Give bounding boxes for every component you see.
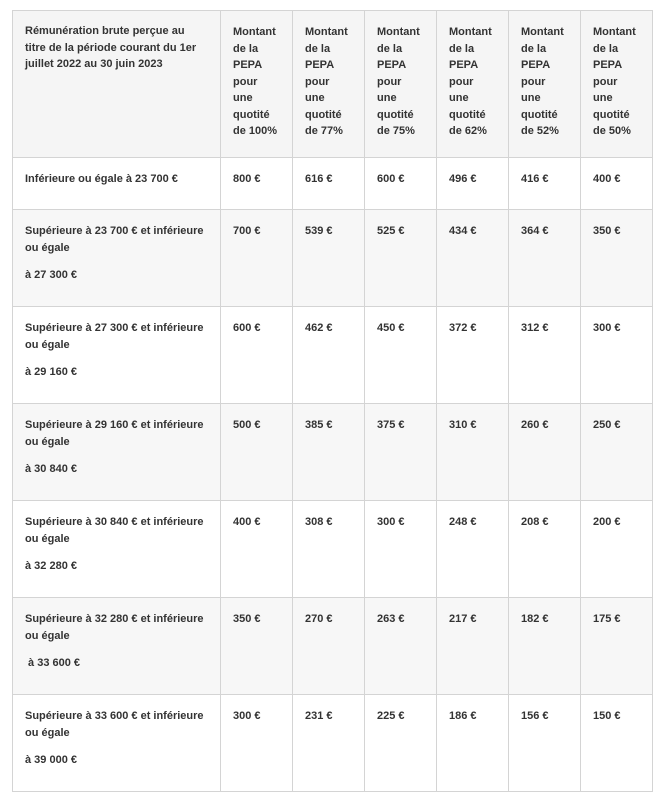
salary-bracket-cell bbox=[13, 307, 221, 404]
amount-cell: 400 € bbox=[221, 501, 293, 598]
salary-bracket-cell bbox=[13, 210, 221, 307]
amount-cell: 200 € bbox=[581, 501, 653, 598]
bracket-text: ou égale bbox=[25, 338, 70, 351]
amount-cell: 263 € bbox=[365, 598, 437, 695]
bracket-text: ou égale bbox=[25, 241, 70, 254]
bracket-upper-bound: à 27 300 € bbox=[25, 269, 77, 281]
salary-bracket-cell bbox=[13, 695, 221, 792]
amount-cell: 217 € bbox=[437, 598, 509, 695]
table-row bbox=[13, 210, 653, 307]
table-row bbox=[13, 598, 653, 695]
amount-cell: 450 € bbox=[365, 307, 437, 404]
header-quotite-77: Montant de la PEPA pour une quotité de 77% bbox=[293, 11, 365, 158]
table-row bbox=[13, 501, 653, 598]
bracket-upper-bound: à 39 000 € bbox=[25, 754, 77, 766]
bracket-text: Supérieure à 29 160 € et inférieure bbox=[25, 419, 204, 431]
bracket-upper-bound: à 33 600 € bbox=[25, 657, 81, 669]
amount-cell: 416 € bbox=[509, 158, 581, 210]
amount-cell: 462 € bbox=[293, 307, 365, 404]
bracket-text: ou égale bbox=[25, 532, 70, 545]
bracket-text: Inférieure ou égale à 23 700 € bbox=[25, 173, 178, 185]
amount-cell: 231 € bbox=[293, 695, 365, 792]
header-quotite-50: Montant de la PEPA pour une quotité de 50% bbox=[581, 11, 653, 158]
table-row bbox=[13, 158, 653, 210]
amount-cell: 500 € bbox=[221, 404, 293, 501]
salary-bracket-cell bbox=[13, 404, 221, 501]
pepa-amount-table bbox=[12, 10, 653, 792]
bracket-text: Supérieure à 32 280 € et inférieure bbox=[25, 613, 204, 625]
amount-cell: 156 € bbox=[509, 695, 581, 792]
bracket-text: ou égale bbox=[25, 726, 70, 739]
bracket-text: ou égale bbox=[25, 629, 70, 642]
amount-cell: 616 € bbox=[293, 158, 365, 210]
header-quotite-100: Montant de la PEPA pour une quotité de 100% bbox=[221, 11, 293, 158]
amount-cell: 700 € bbox=[221, 210, 293, 307]
amount-cell: 182 € bbox=[509, 598, 581, 695]
bracket-text: Supérieure à 30 840 € et inférieure bbox=[25, 516, 204, 528]
amount-cell: 260 € bbox=[509, 404, 581, 501]
header-salary-period: Rémunération brute perçue au titre de la période courant du 1er juillet 2022 au 30 juin 2023 bbox=[13, 11, 221, 158]
salary-bracket-cell bbox=[13, 158, 221, 210]
amount-cell: 186 € bbox=[437, 695, 509, 792]
amount-cell: 364 € bbox=[509, 210, 581, 307]
header-quotite-52: Montant de la PEPA pour une quotité de 52% bbox=[509, 11, 581, 158]
amount-cell: 600 € bbox=[365, 158, 437, 210]
amount-cell: 800 € bbox=[221, 158, 293, 210]
table-row bbox=[13, 695, 653, 792]
table-row bbox=[13, 307, 653, 404]
table-row bbox=[13, 404, 653, 501]
bracket-text: Supérieure à 33 600 € et inférieure bbox=[25, 710, 204, 722]
bracket-upper-bound: à 29 160 € bbox=[25, 366, 77, 378]
amount-cell: 372 € bbox=[437, 307, 509, 404]
header-quotite-75: Montant de la PEPA pour une quotité de 75% bbox=[365, 11, 437, 158]
amount-cell: 310 € bbox=[437, 404, 509, 501]
amount-cell: 350 € bbox=[581, 210, 653, 307]
amount-cell: 300 € bbox=[581, 307, 653, 404]
salary-bracket-cell bbox=[13, 501, 221, 598]
amount-cell: 385 € bbox=[293, 404, 365, 501]
amount-cell: 434 € bbox=[437, 210, 509, 307]
amount-cell: 248 € bbox=[437, 501, 509, 598]
bracket-upper-bound: à 32 280 € bbox=[25, 560, 77, 572]
header-quotite-62: Montant de la PEPA pour une quotité de 62% bbox=[437, 11, 509, 158]
amount-cell: 270 € bbox=[293, 598, 365, 695]
amount-cell: 150 € bbox=[581, 695, 653, 792]
amount-cell: 539 € bbox=[293, 210, 365, 307]
amount-cell: 300 € bbox=[365, 501, 437, 598]
amount-cell: 225 € bbox=[365, 695, 437, 792]
amount-cell: 175 € bbox=[581, 598, 653, 695]
amount-cell: 208 € bbox=[509, 501, 581, 598]
amount-cell: 496 € bbox=[437, 158, 509, 210]
bracket-text: Supérieure à 27 300 € et inférieure bbox=[25, 322, 204, 334]
amount-cell: 308 € bbox=[293, 501, 365, 598]
amount-cell: 525 € bbox=[365, 210, 437, 307]
bracket-text: ou égale bbox=[25, 435, 70, 448]
bracket-text: Supérieure à 23 700 € et inférieure bbox=[25, 225, 204, 237]
salary-bracket-cell bbox=[13, 598, 221, 695]
bracket-upper-bound: à 30 840 € bbox=[25, 463, 77, 475]
amount-cell: 312 € bbox=[509, 307, 581, 404]
amount-cell: 600 € bbox=[221, 307, 293, 404]
amount-cell: 350 € bbox=[221, 598, 293, 695]
table-header-row bbox=[13, 11, 653, 158]
amount-cell: 375 € bbox=[365, 404, 437, 501]
amount-cell: 250 € bbox=[581, 404, 653, 501]
amount-cell: 400 € bbox=[581, 158, 653, 210]
amount-cell: 300 € bbox=[221, 695, 293, 792]
